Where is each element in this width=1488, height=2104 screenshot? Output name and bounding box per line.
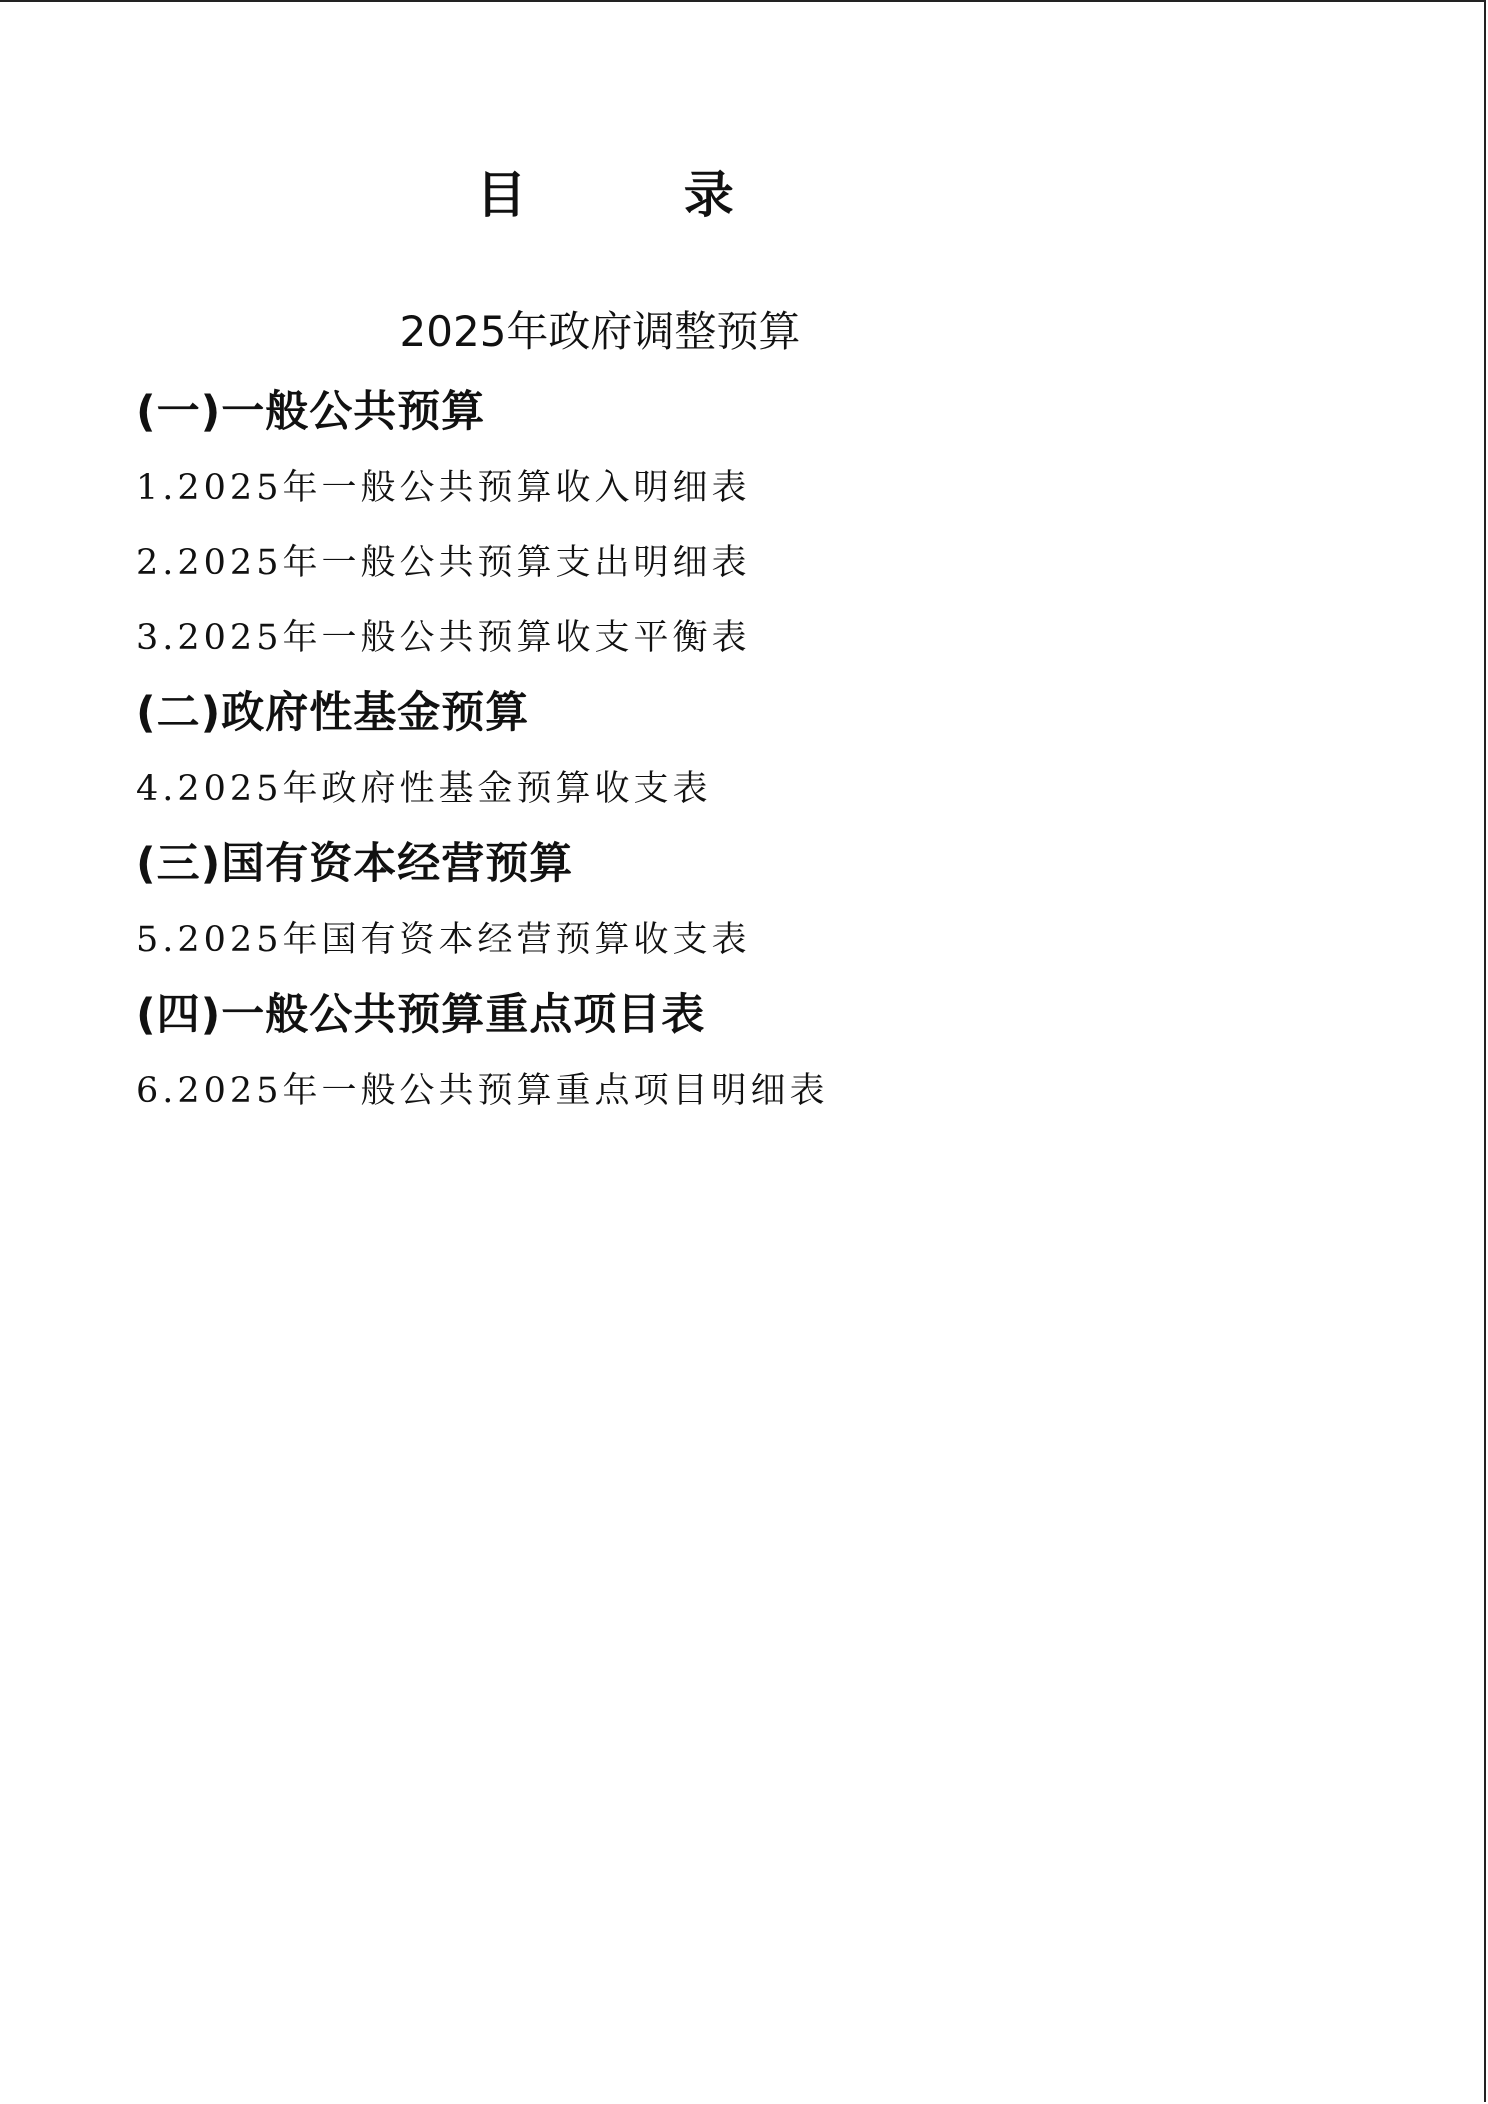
toc-entry: 3.2025年一般公共预算收支平衡表 — [136, 617, 751, 658]
document-subtitle: 2025年政府调整预算 — [399, 307, 801, 356]
toc-title: 目 录 — [476, 166, 804, 224]
toc-entry: 2.2025年一般公共预算支出明细表 — [136, 542, 751, 583]
toc-entry: 5.2025年国有资本经营预算收支表 — [136, 919, 751, 960]
section-heading-general-public-budget: (一)一般公共预算 — [136, 387, 486, 437]
toc-entry: 6.2025年一般公共预算重点项目明细表 — [136, 1070, 829, 1111]
toc-entry: 1.2025年一般公共预算收入明细表 — [136, 467, 751, 508]
table-of-contents — [136, 374, 1336, 1128]
section-heading-key-projects: (四)一般公共预算重点项目表 — [136, 990, 706, 1040]
section-heading-government-fund-budget: (二)政府性基金预算 — [136, 688, 530, 738]
toc-entry: 4.2025年政府性基金预算收支表 — [136, 768, 712, 809]
section-heading-state-capital-budget: (三)国有资本经营预算 — [136, 839, 574, 889]
